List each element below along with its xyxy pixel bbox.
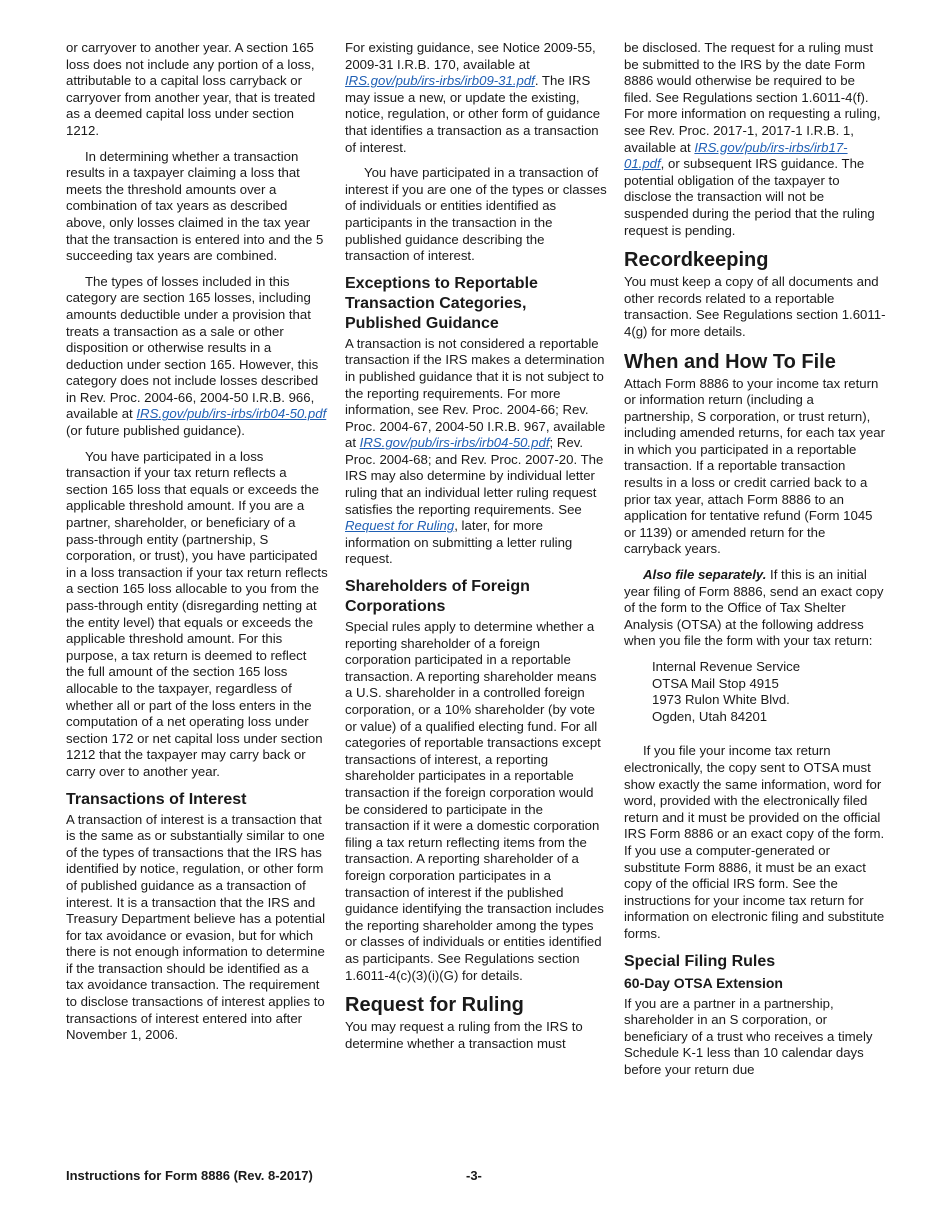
heading-when-and-how-to-file: When and How To File [624,350,836,373]
irb04-50-link[interactable]: IRS.gov/pub/irs-irbs/irb04-50.pdf [359,435,550,451]
heading-request-for-ruling: Request for Ruling [345,994,524,1017]
paragraph: You have participated in a loss transaction if your tax return reflects a section 165 loss that equals or exceeds the applicable threshold amount. If you are a partner, shareholder, or beneficiary of a pass-through entity (partnership, S corporation, or trust), you have participated in a loss transaction if your tax return reflects a section 165 loss allocable to you from the pass-through entity (disregarding netting at the entity level) that equals or exceeds the applicable threshold amount. For this purpose, a tax return is deemed to reflect the full amount of the section 165 loss allocable to the taxpayer, regardless of whether all or part of the loss enters in the computation of a net operating loss under section 172 or net capital loss under section 1212 that the taxpayer may carry back or carry over to another year. [66,448,328,779]
column-1 [66,40,328,1053]
paragraph: You must keep a copy of all documents and other records related to a reportable transaction. See Regulations section 1.6011-4(g) for more details. [624,274,886,339]
paragraph: The types of losses included in this category are section 165 losses, including amounts deductible under a provision that treats a transaction as a sale or other disposition or otherwise results in a deduction under section 165. However, this category does not include losses described in Rev. Proc. 2004-66, 2004-50 I.R.B. 966, available at IRS.gov/pub/irs-irbs/irb04-50.pdf (or future published guidance). [66,273,327,439]
heading-transactions-of-interest: Transactions of Interest [66,790,247,808]
page-number: -3- [466,1168,482,1183]
paragraph: Attach Form 8886 to your income tax return or information return (including a partnership, S corporation, or trust return), including amended returns, for each tax year in which you participated in a reportable transaction. If a reportable transaction results in a loss or credit carried back to a prior tax year, attach Form 8886 to an application for tentative refund (Form 1045 or 1139) or amended return for the carryback years. [624,375,885,557]
address-line: 1973 Rulon White Blvd. [652,692,790,708]
irb17-01-link[interactable]: IRS.gov/pub/irs-irbs/irb17-01.pdf [624,139,848,172]
paragraph: be disclosed. The request for a ruling must be submitted to the IRS by the date Form 8886 would otherwise be required to be filed. See Regulations section 1.6011-4(f). For more information on requesting a ruling, see Rev. Proc. 2017-1, 2017-1 I.R.B. 1, available at IRS.gov/pub/irs-irbs/irb17-01.pdf, or subsequent IRS guidance. The potential obligation of the taxpayer to disclose the transaction will not be suspended during the period that the ruling request is pending. [624,40,881,238]
heading-recordkeeping: Recordkeeping [624,249,769,272]
paragraph: You have participated in a transaction of interest if you are one of the types or classes of individuals or entities identified as participants in the transaction in the published guidance describing the transaction of interest. [345,165,607,264]
column-3 [624,40,886,1087]
paragraph: If you are a partner in a partnership, shareholder in an S corporation, or beneficiary of a trust who receives a timely Schedule K-1 less than 10 calendar days before your return due [624,995,873,1077]
request-for-ruling-link[interactable]: Request for Ruling [345,518,455,534]
paragraph: If you file your income tax return electronically, the copy sent to OTSA must show exactly the same information, word for word, provided with the electronically filed return and it must be provided on the official IRS Form 8886 or an exact copy of the form. If you use a computer-generated or substitute Form 8886, it must be an exact copy of the official IRS form. See the instructions for your income tax return for information on electronic filing and substitute forms. [624,743,885,941]
paragraph: For existing guidance, see Notice 2009-55, 2009-31 I.R.B. 170, available at IRS.gov/pub/irs-irbs/irb09-31.pdf. The IRS may issue a new, or update the existing, notice, regulation, or other form of guidance that identifies a transaction as a transaction of interest. [345,40,601,155]
address-line: Ogden, Utah 84201 [652,708,768,724]
otsa-address [652,659,886,725]
paragraph: A transaction is not considered a reportable transaction if the IRS makes a determination in published guidance that it is not subject to the reporting requirements. For more information, see Rev. Proc. 2004-66; Rev. Proc. 2004-67, 2004-50 I.R.B. 967, available at IRS.gov/pub/irs-irbs/irb04-50.pdf; Rev. Proc. 2004-68; and Rev. Proc. 2007-20. The IRS may also determine by individual letter ruling that an individual letter ruling request satisfies the reporting requirements. See Request for Ruling, later, for more information on submitting a letter ruling request. [345,335,606,567]
address-line: Internal Revenue Service [652,659,801,674]
also-file-separately-lead: Also file separately. [643,567,767,583]
heading-60-day-extension: 60-Day OTSA Extension [624,974,783,991]
address-line: OTSA Mail Stop 4915 [652,675,779,691]
paragraph: You may request a ruling from the IRS to determine whether a transaction must [345,1019,583,1051]
heading-special-filing-rules: Special Filing Rules [624,952,776,970]
irb09-31-link[interactable]: IRS.gov/pub/irs-irbs/irb09-31.pdf [345,73,535,89]
paragraph: In determining whether a transaction results in a taxpayer claiming a loss that meets the threshold amounts over a combination of tax years as described above, only losses claimed in the tax year that the transaction is entered into and the 5 succeeding tax years are combined. [66,148,324,264]
heading-exceptions: Exceptions to Reportable Transaction Categories, Published Guidance [345,274,538,332]
heading-shareholders-foreign: Shareholders of Foreign Corporations [345,578,530,616]
footer-title: Instructions for Form 8886 (Rev. 8-2017) [66,1168,313,1183]
irb04-50-link[interactable]: IRS.gov/pub/irs-irbs/irb04-50.pdf [136,406,327,422]
paragraph: Also file separately. If this is an initial year filing of Form 8886, send an exact copy of the form to the Office of Tax Shelter Analysis (OTSA) at the following address when you file the form with your tax return: [624,567,884,649]
paragraph: Special rules apply to determine whether a reporting shareholder of a foreign corporation participated in a reportable transaction. A reporting shareholder means a U.S. shareholder in a controlled foreign corporation, or a 10% shareholder (by vote or value) of a qualified electing fund. For all categories of reportable transactions except transactions of interest, a reporting shareholder participates in a reportable transaction if the foreign corporation would be considered to participate in the transaction if it were a domestic corporation filing a tax return reflecting items from the transaction. A reporting shareholder of a foreign corporation participates in a transaction of interest if the published guidance identifying the transaction includes the reporting shareholder among the types or classes of individuals or entities identified as participants. See Regulations section 1.6011-4(c)(3)(i)(G) for details. [345,619,604,983]
paragraph: A transaction of interest is a transaction that is the same as or substantially similar to one of the types of transactions that the IRS has identified by notice, regulation, or other form of published guidance as a transaction of interest. It is a transaction that the IRS and Treasury Department believe has a potential for tax avoidance or evasion, but for which there is not enough information to determine if the transaction should be identified as a tax avoidance transaction. The requirement to disclose transactions of interest applies to transactions of interest entered into after November 1, 2006. [66,811,326,1043]
column-2 [345,40,607,1061]
paragraph: or carryover to another year. A section 165 loss does not include any portion of a loss, attributable to a capital loss carryback or carryover from another year, that is treated as a deemed capital loss under section 1212. [66,40,316,138]
